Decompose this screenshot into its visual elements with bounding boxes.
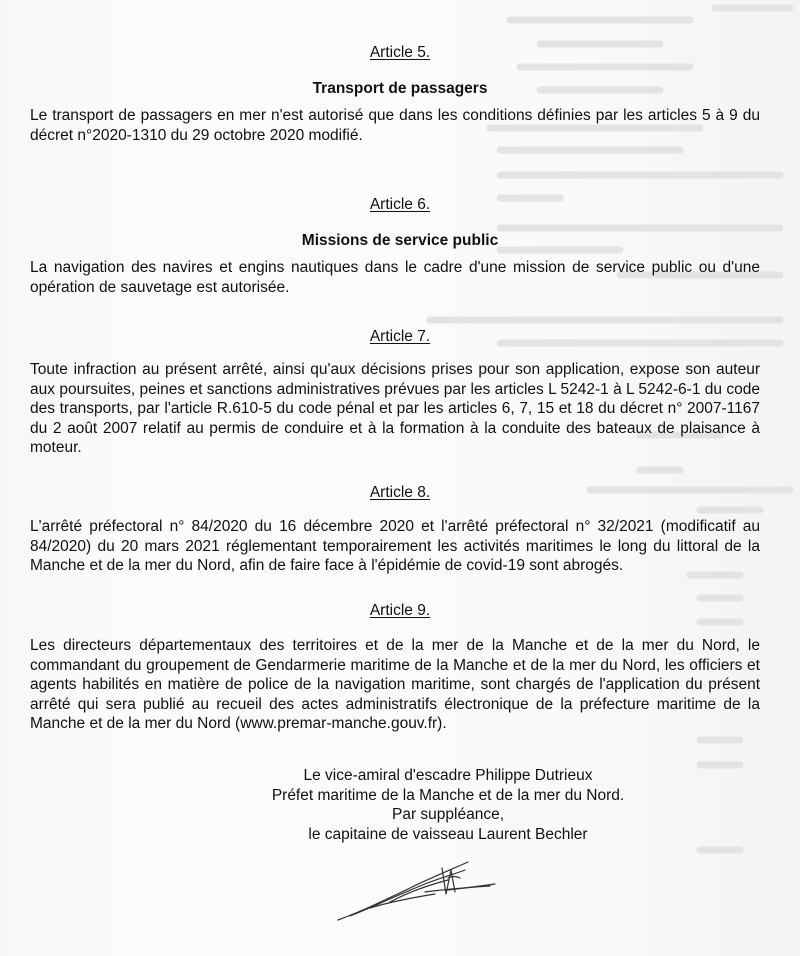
article-7-text: Toute infraction au présent arrêté, ainsi qu'aux décisions prises pour son application, expose son auteur aux poursuites, peines et sanctions administratives prévues par les articles L 5242-1 à L 5242-6-1 du code des transports, par l'article R.610-5 du code pénal et par les articles 6, 7, 15 et 18 du décret n° 2007-1167 du 2 août 2007 relatif au permis de conduire et à la formation à la conduite des bateaux de plaisance à moteur. bbox=[30, 361, 760, 456]
article-6-text: La navigation des navires et engins nautiques dans le cadre d'une mission de service public ou d'une opération de sauvetage est autorisée. bbox=[30, 259, 760, 296]
article-8-text: L'arrêté préfectoral n° 84/2020 du 16 décembre 2020 et l'arrêté préfectoral n° 32/2021 (modificatif au 84/2020) du 20 mars 2021 réglementant temporairement les activités maritimes le long du littoral de la Manche et de la mer du Nord, afin de faire face à l'épidémie de covid-19 sont abrogés. bbox=[30, 518, 760, 574]
signatory-line-3: Par suppléance, bbox=[391, 806, 505, 823]
article-5-title: Article 5. bbox=[369, 44, 431, 61]
article-5-heading: Transport de passagers bbox=[312, 80, 488, 97]
signatory-line-1: Le vice-amiral d'escadre Philippe Dutrieux bbox=[303, 767, 593, 784]
article-8-title: Article 8. bbox=[369, 484, 431, 501]
article-5-text: Le transport de passagers en mer n'est autorisé que dans les conditions définies par les articles 5 à 9 du décret n°2020-1310 du 29 octobre 2020 modifié. bbox=[30, 107, 760, 144]
signatory-line-2: Préfet maritime de la Manche et de la mer du Nord. bbox=[271, 786, 625, 804]
signatory-line-4: le capitaine de vaisseau Laurent Bechler bbox=[308, 825, 588, 843]
signature-block bbox=[48, 766, 800, 844]
handwritten-signature bbox=[330, 850, 500, 930]
article-7-title: Article 7. bbox=[369, 328, 431, 345]
article-6-title: Article 6. bbox=[369, 196, 431, 213]
article-9-text: Les directeurs départementaux des territoires et de la mer de la Manche et de la mer du Nord, le commandant du groupement de Gendarmerie maritime de la Manche et de la mer du Nord, les officiers et agents habilités en matière de police de la navigation maritime, sont chargés de l'application du présent arrêté qui sera publié au recueil des actes administratifs électronique de la préfecture maritime de la Manche et de la mer du Nord (www.premar-manche.gouv.fr). bbox=[30, 637, 760, 732]
article-6-heading: Missions de service public bbox=[301, 232, 499, 249]
article-9-title: Article 9. bbox=[369, 602, 431, 619]
